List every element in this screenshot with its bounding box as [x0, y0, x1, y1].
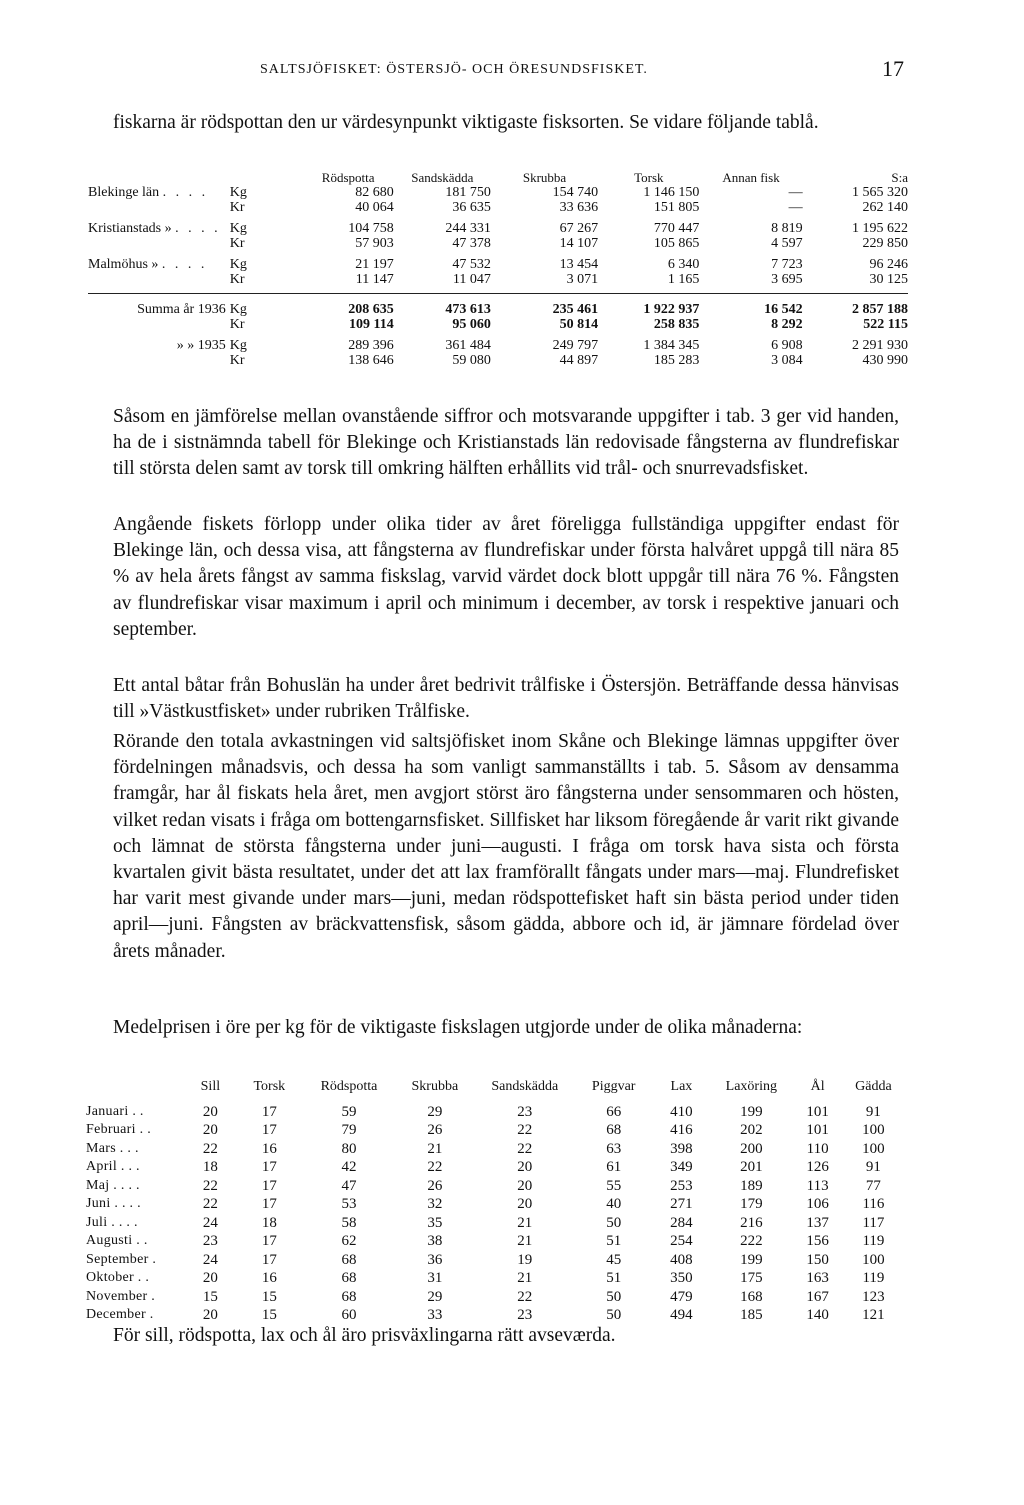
unit-kg: Kg	[229, 257, 247, 272]
row-label	[88, 221, 230, 236]
price-cell: 17	[261, 1159, 277, 1175]
price-cell: 119	[862, 1233, 885, 1249]
unit-kg: Kg	[229, 337, 247, 353]
price-cell: 47	[341, 1177, 357, 1194]
price-cell: 68	[341, 1251, 357, 1268]
paragraph-bohuslan: Ett antal båtar från Bohuslän ha under året bedrivit trålfiske i Östersjön. Beträffande dessa hänvisas till »Västkustfisket» under rubriken Trålfiske.	[113, 675, 899, 723]
cell-value: 1 384 345	[643, 337, 700, 353]
cell-value: 473 613	[445, 301, 491, 317]
running-head: SALTSJÖFISKET: ÖSTERSJÖ- OCH ÖRESUNDSFISKET.	[260, 62, 648, 77]
col-header: Annan fisk	[722, 170, 780, 185]
price-row	[86, 1177, 904, 1196]
price-col-header: Piggvar	[591, 1079, 636, 1094]
row-label	[88, 200, 230, 215]
price-row	[86, 1121, 904, 1140]
price-cell: 26	[427, 1122, 443, 1138]
price-cell: 15	[261, 1307, 277, 1323]
cell-value: 1 195 622	[852, 221, 908, 236]
price-cell: 23	[517, 1103, 533, 1120]
price-row	[86, 1306, 904, 1325]
price-cell: 101	[806, 1122, 829, 1138]
price-cell: 253	[670, 1177, 693, 1194]
price-cell: 51	[606, 1270, 622, 1286]
month-label: Juli . . . .	[86, 1214, 138, 1230]
price-cell: 68	[341, 1288, 357, 1305]
price-cell: 26	[427, 1177, 443, 1194]
cell-value: 50 814	[559, 316, 599, 332]
price-cell: 100	[862, 1251, 885, 1268]
price-cell: 20	[517, 1177, 533, 1194]
cell-value: 770 447	[653, 221, 700, 236]
paragraph-prices-intro: Medelprisen i öre per kg för de viktigaste fiskslagen utgjorde under de olika månaderna:	[113, 1017, 803, 1038]
unit-kg: Kg	[229, 185, 247, 200]
price-cell: 66	[606, 1103, 622, 1120]
unit-kr: Kr	[229, 352, 245, 368]
catch-row	[88, 317, 908, 332]
month-label: Januari . .	[86, 1103, 144, 1119]
row-label	[88, 236, 230, 251]
price-cell: 116	[862, 1196, 885, 1212]
price-cell: 16	[261, 1140, 277, 1157]
price-cell: 167	[806, 1288, 829, 1305]
intro-paragraph: fiskarna är rödspottan den ur värdesynpunkt viktigaste fisksorten. Se vidare följande tablå.	[113, 112, 819, 133]
price-cell: 77	[865, 1177, 881, 1194]
price-cell: 117	[862, 1214, 885, 1231]
unit-kr: Kr	[229, 200, 245, 215]
price-cell: 22	[517, 1140, 533, 1157]
cell-value: 181 750	[445, 185, 491, 200]
county-suffix: »	[164, 221, 172, 236]
cell-value: 16 542	[764, 301, 803, 317]
price-cell: 22	[517, 1288, 533, 1305]
row-label	[88, 353, 230, 368]
row-label	[88, 317, 230, 332]
price-cell: 284	[670, 1214, 693, 1231]
price-cell: 349	[670, 1159, 693, 1175]
price-cell: 21	[427, 1140, 443, 1157]
cell-value: 262 140	[862, 200, 908, 215]
price-cell: 20	[202, 1122, 218, 1138]
price-cell: 350	[670, 1270, 693, 1286]
cell-value: 33 636	[559, 200, 599, 215]
price-cell: 22	[427, 1159, 443, 1175]
page-number: 17	[882, 56, 904, 81]
price-cell: 202	[740, 1122, 763, 1138]
price-cell: 15	[202, 1288, 218, 1305]
page-header	[110, 56, 904, 86]
price-cell: 201	[740, 1159, 763, 1175]
cell-value: 208 635	[348, 301, 394, 317]
price-cell: 24	[202, 1214, 218, 1231]
table-rule	[88, 293, 908, 302]
cell-value: 6 908	[771, 337, 803, 353]
month-label: Februari . .	[86, 1122, 152, 1137]
price-cell: 20	[517, 1159, 533, 1175]
cell-value: 82 680	[355, 185, 394, 200]
catch-row	[88, 272, 908, 287]
cell-value: 8 292	[771, 316, 803, 332]
price-row	[86, 1195, 904, 1214]
price-cell: 60	[341, 1307, 357, 1323]
price-cell: 22	[202, 1140, 218, 1157]
price-cell: 17	[261, 1233, 277, 1249]
county-name: Summa år 1936	[137, 301, 226, 317]
price-cell: 222	[740, 1233, 763, 1249]
price-cell: 20	[202, 1307, 218, 1323]
price-cell: 101	[806, 1103, 829, 1120]
price-cell: 494	[670, 1307, 693, 1323]
spacer-row	[88, 368, 908, 374]
cell-value: 44 897	[559, 352, 599, 368]
price-cell: 91	[865, 1103, 881, 1120]
price-cell: 23	[202, 1233, 218, 1249]
price-cell: 140	[806, 1307, 829, 1323]
price-cell: 32	[427, 1196, 443, 1212]
cell-value: —	[788, 200, 803, 215]
cell-value: 2 291 930	[852, 337, 908, 353]
cell-value: 3 695	[771, 272, 803, 287]
cell-value: 430 990	[862, 352, 908, 368]
price-cell: 398	[670, 1140, 693, 1157]
cell-value: 7 723	[771, 257, 803, 272]
price-row	[86, 1288, 904, 1307]
cell-value: 185 283	[653, 352, 700, 368]
month-label: December .	[86, 1307, 154, 1322]
price-cell: 17	[261, 1122, 277, 1138]
price-cell: 29	[427, 1288, 443, 1305]
price-row	[86, 1103, 904, 1122]
cell-value: —	[788, 185, 803, 200]
cell-value: 59 080	[452, 352, 491, 368]
cell-value: 3 071	[566, 272, 599, 287]
cell-value: 30 125	[869, 272, 908, 287]
price-cell: 45	[606, 1251, 622, 1268]
month-label: Mars . . .	[86, 1140, 139, 1156]
price-cell: 38	[427, 1233, 443, 1249]
price-cell: 163	[806, 1270, 829, 1286]
cell-value: 244 331	[445, 221, 491, 236]
price-cell: 63	[606, 1140, 622, 1157]
unit-kg: Kg	[229, 301, 247, 317]
cell-value: 522 115	[863, 316, 908, 332]
paragraph-season: Angående fiskets förlopp under olika tider av året föreligga fullständiga uppgifter endast för Blekinge län, och dessa visa, att fångsterna av flundrefiskar under första halvåret uppgå till nära 85 % av hela årets fångst av samma fiskslag, varvid värdet dock blott uppgår till nära 76 %. Fångsten av flundrefiskar visar maximum i april och minimum i december, av torsk i respektive januari och september.	[113, 514, 899, 640]
price-cell: 156	[806, 1233, 829, 1249]
cell-value: 1 565 320	[852, 185, 908, 200]
price-col-header: Lax	[670, 1079, 693, 1094]
price-cell: 22	[202, 1196, 218, 1212]
price-col-header: Laxöring	[725, 1079, 777, 1094]
price-cell: 150	[806, 1251, 829, 1268]
cell-value: 258 835	[653, 316, 700, 332]
month-label: April . . .	[86, 1159, 140, 1174]
cell-value: 11 047	[452, 272, 491, 287]
price-cell: 79	[341, 1122, 357, 1138]
price-cell: 137	[806, 1214, 829, 1231]
cell-value: 289 396	[348, 337, 394, 353]
price-cell: 21	[517, 1214, 533, 1231]
price-cell: 408	[670, 1251, 693, 1268]
row-label	[88, 272, 230, 287]
price-cell: 68	[606, 1122, 622, 1138]
price-cell: 100	[862, 1122, 885, 1138]
price-col-header: Sandskädda	[491, 1079, 559, 1094]
cell-value: 1 146 150	[643, 185, 700, 200]
price-cell: 91	[865, 1159, 881, 1175]
cell-value: 6 340	[667, 257, 700, 272]
price-col-header: Torsk	[253, 1079, 286, 1094]
price-cell: 199	[740, 1103, 763, 1120]
price-col-header: Gädda	[855, 1079, 892, 1094]
cell-value: 11 147	[355, 272, 394, 287]
price-cell: 20	[202, 1103, 218, 1120]
unit-kr: Kr	[229, 316, 245, 332]
price-cell: 479	[670, 1288, 693, 1305]
catch-row	[88, 185, 908, 200]
col-header: Rödspotta	[321, 170, 375, 185]
price-cell: 36	[427, 1251, 443, 1268]
price-cell: 416	[670, 1122, 693, 1138]
row-label	[88, 338, 230, 353]
price-cell: 58	[341, 1214, 357, 1231]
catch-table-header	[88, 170, 908, 185]
catch-table	[88, 170, 908, 374]
price-cell: 17	[261, 1177, 277, 1194]
price-cell: 80	[341, 1140, 357, 1157]
price-col-header: Ål	[810, 1079, 825, 1094]
paragraph-monthly: Rörande den totala avkastningen vid saltsjöfisket inom Skåne och Blekinge lämnas uppgifter över fördelningen månadsvis, och dessa ha som vanligt sammanställts i tab. 5. Såsom av densamma framgår, har ål fiskats hela året, men avgjort störst äro fångsterna under sensommaren och hösten, vilket redan visats i fråga om bottengarnsfisket. Sillfisket har liksom föregående år varit rikt givande och lämnat de största fångsterna under juni—augusti. I fråga om torsk hava sista och första kvartalen givit bästa resultatet, under det att lax framförallt fångats under mars—maj. Flundrefisket har varit mest givande under mars—juni, medan rödspottefisket haft sin bästa period under tiden april—juni. Fångsten av bräckvattensfisk, såsom gädda, abbore och id, är jämnare fördelad över årets månader.	[113, 731, 899, 962]
price-cell: 17	[261, 1251, 277, 1268]
cell-value: 47 532	[452, 257, 491, 272]
price-cell: 123	[862, 1288, 885, 1305]
col-header: Sandskädda	[411, 170, 474, 185]
cell-value: 1 165	[667, 272, 700, 287]
cell-value: 2 857 188	[852, 301, 908, 317]
catch-row	[88, 200, 908, 215]
month-label: Maj . . . .	[86, 1177, 140, 1193]
county-name: Malmöhus	[88, 257, 148, 272]
cell-value: 1 922 937	[643, 301, 700, 317]
cell-value: 96 246	[869, 257, 908, 272]
leader-dots: . . . .	[162, 185, 209, 200]
price-col-header: Skrubba	[411, 1079, 459, 1094]
price-cell: 51	[606, 1233, 622, 1249]
cell-value: 21 197	[355, 257, 394, 272]
col-header: Skrubba	[522, 170, 567, 185]
cell-value: 57 903	[355, 236, 394, 251]
col-header: S:a	[891, 170, 908, 185]
price-cell: 59	[341, 1103, 357, 1120]
cell-value: 229 850	[862, 236, 908, 251]
price-cell: 31	[427, 1270, 443, 1286]
cell-value: 36 635	[452, 200, 491, 215]
catch-row	[88, 353, 908, 368]
price-cell: 40	[606, 1196, 622, 1212]
price-cell: 110	[806, 1140, 829, 1157]
price-cell: 55	[606, 1177, 622, 1194]
price-cell: 199	[740, 1251, 763, 1268]
price-cell: 50	[606, 1307, 622, 1323]
cell-value: 3 084	[771, 352, 803, 368]
price-cell: 23	[517, 1307, 533, 1323]
price-cell: 271	[670, 1196, 693, 1212]
cell-value: 47 378	[452, 236, 491, 251]
price-cell: 410	[670, 1103, 693, 1120]
price-cell: 62	[341, 1233, 357, 1249]
price-cell: 50	[606, 1288, 622, 1305]
price-cell: 21	[517, 1270, 533, 1286]
cell-value: 361 484	[445, 337, 491, 353]
cell-value: 14 107	[559, 236, 599, 251]
price-cell: 68	[341, 1270, 357, 1286]
price-cell: 126	[806, 1159, 829, 1175]
price-cell: 179	[740, 1196, 763, 1212]
price-row	[86, 1269, 904, 1288]
price-cell: 113	[806, 1177, 829, 1194]
row-label	[88, 302, 230, 317]
month-label: Juni . . . .	[86, 1196, 141, 1211]
county-suffix: län	[142, 185, 160, 200]
cell-value: 104 758	[348, 221, 394, 236]
price-cell: 106	[806, 1196, 829, 1212]
price-cell: 168	[740, 1288, 763, 1305]
cell-value: 151 805	[653, 200, 700, 215]
unit-kr: Kr	[229, 236, 245, 251]
price-cell: 18	[261, 1214, 277, 1231]
price-row	[86, 1251, 904, 1270]
price-cell: 119	[862, 1270, 885, 1286]
price-cell: 185	[740, 1307, 763, 1323]
unit-kr: Kr	[229, 272, 245, 287]
price-cell: 254	[670, 1233, 693, 1249]
price-cell: 216	[740, 1214, 763, 1231]
price-cell: 17	[261, 1103, 277, 1120]
price-cell: 24	[202, 1251, 218, 1268]
month-label: Augusti . .	[86, 1233, 148, 1248]
catch-row	[88, 302, 908, 317]
leader-dots: . . . .	[175, 221, 221, 236]
price-cell: 20	[202, 1270, 218, 1286]
paragraph-comparison: Såsom en jämförelse mellan ovanstående siffror och motsvarande uppgifter i tab. 3 ger vid handen, ha de i sistnämnda tabell för Blekinge och Kristianstads län redovisade fångsterna av flundrefiskar till största delen samt av torsk till omkring hälften erhållits vid trål- och snurrevadsfisket.	[113, 406, 899, 480]
price-cell: 33	[427, 1307, 443, 1323]
price-cell: 19	[517, 1251, 533, 1268]
price-cell: 20	[517, 1196, 533, 1212]
cell-value: 249 797	[552, 337, 599, 353]
price-row	[86, 1214, 904, 1233]
price-cell: 121	[862, 1307, 885, 1323]
county-name: Kristianstads	[88, 221, 162, 236]
price-cell: 35	[427, 1214, 443, 1231]
price-table-header	[86, 1077, 904, 1103]
price-cell: 42	[341, 1159, 357, 1175]
price-col-header: Sill	[200, 1079, 221, 1094]
cell-value: 154 740	[552, 185, 599, 200]
price-table	[86, 1077, 904, 1325]
price-cell: 100	[862, 1140, 885, 1157]
price-cell: 61	[606, 1159, 622, 1175]
price-cell: 22	[202, 1177, 218, 1194]
cell-value: 67 267	[559, 221, 599, 236]
county-name: » » 1935	[176, 337, 226, 353]
cell-value: 4 597	[771, 236, 803, 251]
price-cell: 17	[261, 1196, 277, 1212]
price-cell: 53	[341, 1196, 357, 1212]
cell-value: 105 865	[653, 236, 700, 251]
row-label	[88, 257, 230, 272]
cell-value: 109 114	[348, 316, 394, 332]
price-cell: 15	[261, 1288, 277, 1305]
price-cell: 16	[261, 1270, 277, 1286]
catch-row	[88, 257, 908, 272]
cell-value: 8 819	[771, 221, 803, 236]
row-label	[88, 185, 230, 200]
month-label: Oktober . .	[86, 1270, 150, 1285]
price-row	[86, 1140, 904, 1159]
price-cell: 21	[517, 1233, 533, 1249]
price-col-header: Rödspotta	[320, 1079, 378, 1094]
unit-kg: Kg	[229, 221, 247, 236]
cell-value: 235 461	[552, 301, 599, 317]
price-cell: 175	[740, 1270, 763, 1286]
leader-dots: . . . .	[161, 257, 208, 272]
price-row	[86, 1158, 904, 1177]
price-row	[86, 1232, 904, 1251]
price-cell: 22	[517, 1122, 533, 1138]
cell-value: 95 060	[452, 316, 491, 332]
price-cell: 18	[202, 1159, 218, 1175]
month-label: November .	[86, 1288, 156, 1304]
price-cell: 200	[740, 1140, 763, 1157]
county-name: Blekinge	[88, 185, 139, 200]
price-cell: 29	[427, 1103, 443, 1120]
month-label: September .	[86, 1251, 157, 1267]
rule-cell	[88, 293, 908, 302]
county-suffix: »	[151, 257, 159, 272]
closing-paragraph: För sill, rödspotta, lax och ål äro prisväxlingarna rätt avseværda.	[113, 1325, 616, 1346]
cell-value: 138 646	[348, 352, 394, 368]
catch-row	[88, 338, 908, 353]
catch-row	[88, 221, 908, 236]
catch-row	[88, 236, 908, 251]
col-header: Torsk	[634, 170, 664, 185]
cell-value: 13 454	[559, 257, 599, 272]
price-cell: 189	[740, 1177, 763, 1194]
price-cell: 50	[606, 1214, 622, 1231]
cell-value: 40 064	[355, 200, 394, 215]
